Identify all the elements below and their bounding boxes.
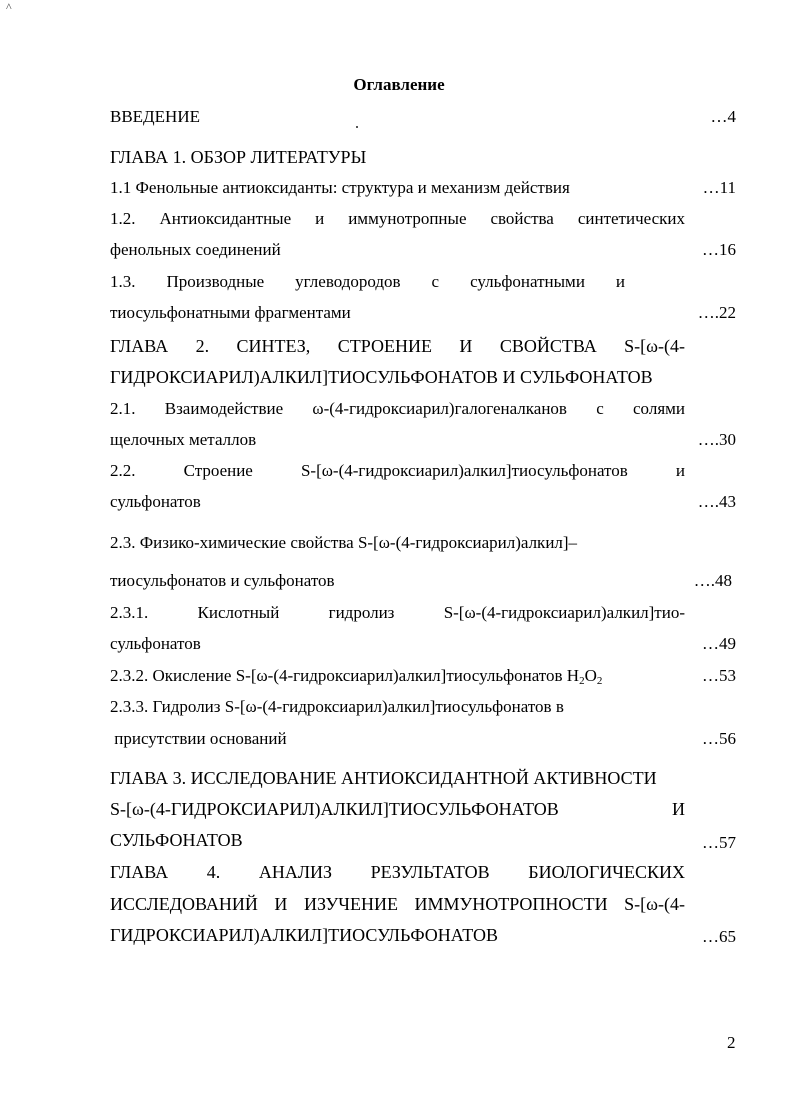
toc-line: 2.3. Физико-химические свойства S-[ω-(4-гидроксиарил)алкил]–: [110, 533, 578, 552]
toc-line: 1.3. Производные углеводородов с сульфонатными и: [110, 272, 625, 291]
toc-line: тиосульфонатов и сульфонатов: [110, 571, 335, 590]
toc-page-ref: …49: [702, 634, 736, 653]
toc-page-ref: ….30: [697, 430, 736, 449]
toc-line: 2.2. Строение S-[ω-(4-гидроксиарил)алкил]тиосульфонатов и: [110, 461, 685, 480]
toc-chapter-line: ГИДРОКСИАРИЛ)АЛКИЛ]ТИОСУЛЬФОНАТОВ И СУЛЬФОНАТОВ: [110, 367, 653, 387]
toc-line: 1.2. Антиоксидантные и иммунотропные свойства синтетических: [110, 209, 685, 228]
toc-page-ref: …11: [702, 178, 736, 197]
toc-line: ВВЕДЕНИЕ: [110, 107, 200, 126]
formula-part: O: [584, 666, 597, 685]
subscript: 2: [596, 675, 603, 687]
toc-page-ref: …4: [710, 107, 736, 126]
toc-chapter-line: ГЛАВА 1. ОБЗОР ЛИТЕРАТУРЫ: [110, 147, 367, 167]
toc-line: сульфонатов: [110, 492, 201, 511]
toc-chapter-line: СУЛЬФОНАТОВ: [110, 830, 243, 850]
toc-line: фенольных соединений: [110, 240, 281, 259]
toc-chapter-line: ИССЛЕДОВАНИЙ И ИЗУЧЕНИЕ ИММУНОТРОПНОСТИ S-[ω-(4-: [110, 894, 685, 914]
toc-page-ref: …53: [702, 666, 736, 685]
toc-page-ref: ….43: [697, 492, 736, 511]
subscript: 2: [579, 675, 585, 687]
toc-line: 1.1 Фенольные антиоксиданты: структура и механизм действия: [110, 178, 570, 197]
page-number: 2: [727, 1033, 736, 1052]
toc-line: [110, 666, 685, 686]
toc-line: 2.3.3. Гидролиз S-[ω-(4-гидроксиарил)алкил]тиосульфонатов в: [110, 697, 564, 716]
toc-line: тиосульфонатными фрагментами: [110, 303, 351, 322]
toc-line-text: 2.3.2. Окисление S-[ω-(4-гидроксиарил)алкил]тиосульфонатов H: [110, 666, 580, 685]
toc-chapter-line: ГЛАВА 4. АНАЛИЗ РЕЗУЛЬТАТОВ БИОЛОГИЧЕСКИХ: [110, 862, 685, 882]
toc-page-ref: …16: [702, 240, 736, 259]
toc-page-ref: …65: [702, 927, 736, 946]
toc-line: присутствии оснований: [110, 729, 287, 748]
toc-chapter-line: ГИДРОКСИАРИЛ)АЛКИЛ]ТИОСУЛЬФОНАТОВ: [110, 925, 498, 945]
corner-mark: ^: [6, 0, 12, 14]
page-title: Оглавление: [353, 75, 445, 94]
toc-chapter-line: S-[ω-(4-ГИДРОКСИАРИЛ)АЛКИЛ]ТИОСУЛЬФОНАТОВ И: [110, 799, 685, 819]
toc-chapter-line: ГЛАВА 3. ИССЛЕДОВАНИЕ АНТИОКСИДАНТНОЙ АКТИВНОСТИ: [110, 768, 657, 788]
toc-page-ref: ….48: [693, 571, 732, 590]
toc-page-ref: …57: [702, 833, 736, 852]
toc-line: 2.1. Взаимодействие ω-(4-гидроксиарил)галогеналканов с солями: [110, 399, 685, 418]
toc-page-ref: …56: [702, 729, 736, 748]
toc-chapter-line: ГЛАВА 2. СИНТЕЗ, СТРОЕНИЕ И СВОЙСТВА S-[ω-(4-: [110, 336, 685, 356]
toc-line: сульфонатов: [110, 634, 201, 653]
toc-page-ref: ….22: [697, 303, 736, 322]
toc-line: 2.3.1. Кислотный гидролиз S-[ω-(4-гидроксиарил)алкил]тио-: [110, 603, 685, 622]
toc-line: щелочных металлов: [110, 430, 257, 449]
